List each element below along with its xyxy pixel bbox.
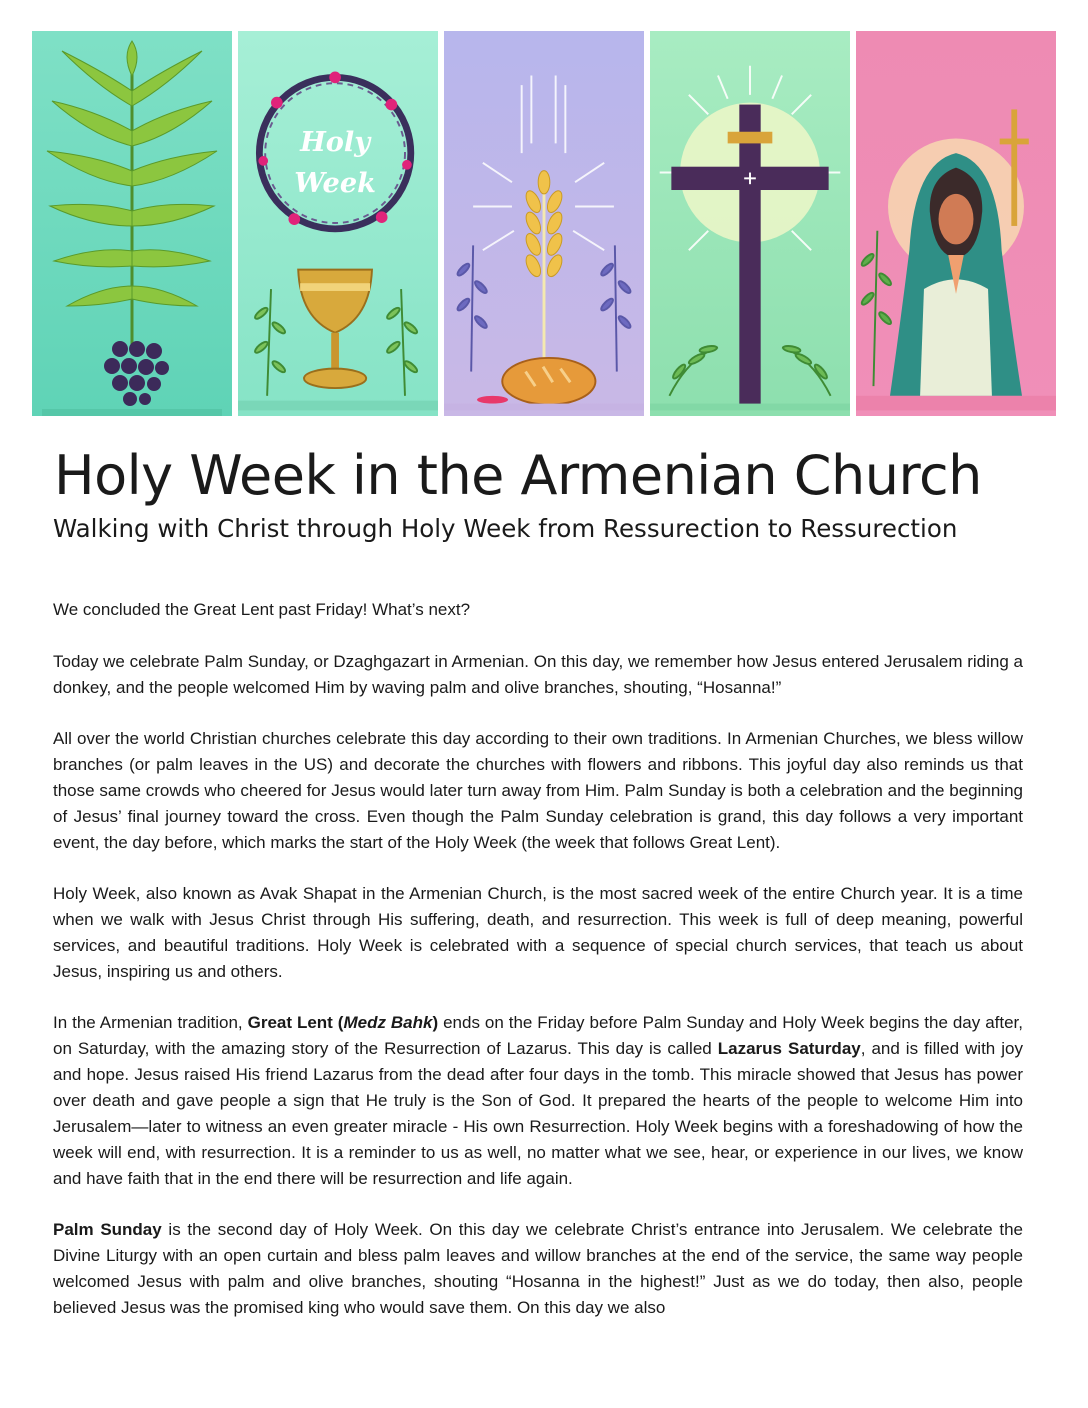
bold-run-close-paren: ) xyxy=(432,1013,439,1032)
paragraph-palm-sunday xyxy=(53,1217,1023,1321)
paragraph-palm-sunday-intro: Today we celebrate Palm Sunday, or Dzaghgazart in Armenian. On this day, we remember how Jesus entered Jerusalem riding a donkey, and the people welcomed Him by waving palm and olive branches, shouting, “Hosanna!” xyxy=(53,652,1023,697)
holy-week-wreath-panel xyxy=(238,31,438,416)
wheat-bread-icon xyxy=(444,31,644,416)
paragraph-traditions: All over the world Christian churches celebrate this day according to their own traditions. In Armenian Churches, we bless willow branches (or palm leaves in the US) and decorate the churches with flowers and ribbons. This joyful day also reminds us that those same crowds who cheered for Jesus would later turn away from Him. Palm Sunday is both a celebration and the beginning of Jesus’ final journey toward the cross. Even though the Palm Sunday celebration is grand, this day follows a very important event, the day before, which marks the start of the Holy Week (the week that follows Great Lent). xyxy=(53,729,1023,852)
page-title: Holy Week in the Armenian Church xyxy=(54,444,982,507)
praying-figure-panel xyxy=(856,31,1056,416)
header-illustration-banner xyxy=(32,31,1056,416)
paragraph-holy-week: Holy Week, also known as Avak Shapat in the Armenian Church, is the most sacred week of the entire Church year. It is a time when we walk with Jesus Christ through His suffering, death, and resurrection. This week is full of deep meaning, powerful services, and beautiful traditions. Holy Week is celebrated with a sequence of special church services, that teach us about Jesus, inspiring us and others. xyxy=(53,884,1023,981)
wreath-text-holy: Holy xyxy=(300,126,371,159)
wheat-bread-panel xyxy=(444,31,644,416)
page-subtitle: Walking with Christ through Holy Week from Ressurection to Ressurection xyxy=(53,514,958,543)
palm-branch-panel xyxy=(32,31,232,416)
bold-italic-run-medz-bahk: Medz Bahk xyxy=(343,1013,433,1032)
bold-run-palm-sunday: Palm Sunday xyxy=(53,1220,162,1239)
palm-grapes-icon xyxy=(32,31,232,416)
text-run: ends on the Friday before Palm Sunday and Holy Week begins the day after, on Saturday, with the amazing story of the Resurrection of Lazarus. This day is called xyxy=(53,1013,1024,1058)
paragraph-intro: We concluded the Great Lent past Friday! What’s next? xyxy=(53,600,471,619)
bold-run-great-lent: Great Lent ( xyxy=(247,1013,344,1032)
text-run: In the Armenian tradition, xyxy=(53,1013,248,1032)
praying-figure-icon xyxy=(856,31,1056,416)
cross-panel xyxy=(650,31,850,416)
text-run: is the second day of Holy Week. On this day we celebrate Christ’s entrance into Jerusalem. We celebrate the Divine Liturgy with an open curtain and bless palm leaves and willow branches at the end of the service, the same way people welcomed Jesus with palm and olive branches, shouting “Hosanna in the highest!” Just as we do today, then also, people believed Jesus was the promised king who would save them. On this day we also xyxy=(53,1220,1024,1317)
cross-icon xyxy=(650,31,850,416)
article-body xyxy=(53,597,1023,1346)
text-run: , and is filled with joy and hope. Jesus raised His friend Lazarus from the dead after four days in the tomb. This miracle showed that Jesus has power over death and gave people a sign that He truly is the Son of God. It prepared the hearts of the people to welcome Him into Jerusalem—later to witness an even greater miracle - His own Resurrection. Holy Week begins with a foreshadowing of how the week will end, with resurrection. It is a reminder to us as well, no matter what we see, hear, or experience in our lives, we know and have faith that in the end there will be resurrection and life again. xyxy=(53,1039,1023,1188)
paragraph-lazarus-saturday xyxy=(53,1010,1023,1192)
bold-run-lazarus-saturday: Lazarus Saturday xyxy=(717,1039,861,1058)
wreath-text-week: Week xyxy=(294,166,376,199)
crown-of-thorns-chalice-icon xyxy=(238,31,438,416)
